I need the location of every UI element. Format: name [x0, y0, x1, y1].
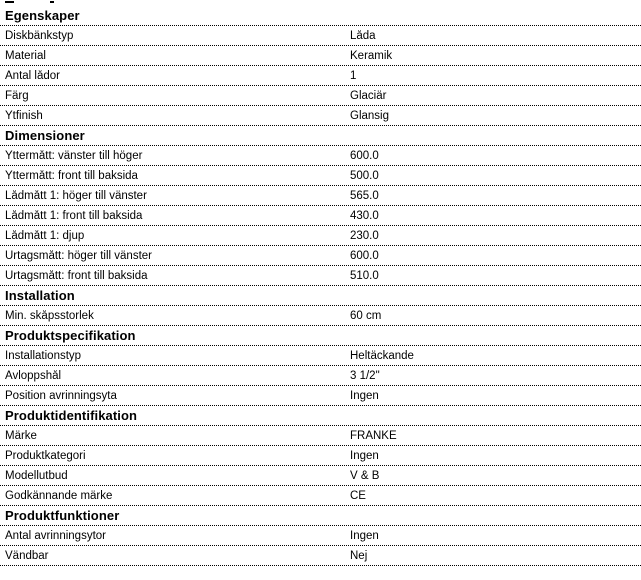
section-title: Produktfunktioner — [5, 508, 120, 523]
property-value: 230.0 — [350, 229, 379, 242]
property-label: Yttermått: front till baksida — [5, 169, 138, 182]
property-label: Diskbänkstyp — [5, 29, 74, 42]
property-value: Ingen — [350, 529, 379, 542]
property-value: 3 1/2" — [350, 369, 380, 382]
property-label: Material — [5, 49, 46, 62]
property-row — [0, 166, 641, 186]
property-row — [0, 266, 641, 286]
property-label: Lådmått 1: höger till vänster — [5, 189, 147, 202]
property-value: Ingen — [350, 389, 379, 402]
property-value: Låda — [350, 29, 376, 42]
property-value: Keramik — [350, 49, 393, 62]
property-label: Position avrinningsyta — [5, 389, 117, 402]
section-header-row — [0, 126, 641, 146]
property-value: 60 cm — [350, 309, 382, 322]
property-row — [0, 86, 641, 106]
property-label: Yttermått: vänster till höger — [5, 149, 143, 162]
property-row — [0, 366, 641, 386]
property-label: Urtagsmått: front till baksida — [5, 269, 148, 282]
property-label: Avloppshål — [5, 369, 62, 382]
clipped-text-mark — [50, 1, 54, 3]
property-value: 600.0 — [350, 249, 379, 262]
section-header-row — [0, 506, 641, 526]
section-title: Dimensioner — [5, 128, 85, 143]
section-header-row — [0, 326, 641, 346]
property-label: Ytfinish — [5, 109, 43, 122]
property-value: CE — [350, 489, 366, 502]
property-value: Nej — [350, 549, 368, 562]
section-header-row — [0, 6, 641, 26]
property-value: FRANKE — [350, 429, 397, 442]
property-value: Ingen — [350, 449, 379, 462]
property-row — [0, 186, 641, 206]
property-row — [0, 66, 641, 86]
property-row — [0, 546, 641, 566]
property-row — [0, 466, 641, 486]
property-value: V & B — [350, 469, 380, 482]
property-value: 565.0 — [350, 189, 379, 202]
property-label: Installationstyp — [5, 349, 82, 362]
property-row — [0, 386, 641, 406]
property-label: Vändbar — [5, 549, 49, 562]
property-row — [0, 206, 641, 226]
property-value: 500.0 — [350, 169, 379, 182]
property-value: 430.0 — [350, 209, 379, 222]
property-label: Lådmått 1: djup — [5, 229, 85, 242]
property-row — [0, 446, 641, 466]
property-row — [0, 306, 641, 326]
section-title: Egenskaper — [5, 8, 80, 23]
property-value: 510.0 — [350, 269, 379, 282]
property-row — [0, 346, 641, 366]
property-label: Lådmått 1: front till baksida — [5, 209, 143, 222]
property-label: Antal lådor — [5, 69, 60, 82]
property-row — [0, 426, 641, 446]
property-row — [0, 146, 641, 166]
property-label: Färg — [5, 89, 29, 102]
section-header-row — [0, 406, 641, 426]
clipped-text-mark — [5, 1, 14, 3]
property-label: Modellutbud — [5, 469, 68, 482]
property-row — [0, 246, 641, 266]
property-row — [0, 226, 641, 246]
product-spec-table — [0, 6, 641, 566]
section-title: Installation — [5, 288, 75, 303]
section-header-row — [0, 286, 641, 306]
property-label: Antal avrinningsytor — [5, 529, 106, 542]
property-row — [0, 46, 641, 66]
clipped-text-fragment — [0, 0, 641, 3]
property-label: Min. skåpsstorlek — [5, 309, 94, 322]
property-label: Godkännande märke — [5, 489, 113, 502]
property-label: Produktkategori — [5, 449, 86, 462]
property-row — [0, 486, 641, 506]
section-title: Produktspecifikation — [5, 328, 136, 343]
property-value: Glansig — [350, 109, 389, 122]
property-row — [0, 106, 641, 126]
property-label: Märke — [5, 429, 37, 442]
property-row — [0, 526, 641, 546]
property-value: 600.0 — [350, 149, 379, 162]
property-value: Heltäckande — [350, 349, 414, 362]
property-label: Urtagsmått: höger till vänster — [5, 249, 153, 262]
section-title: Produktidentifikation — [5, 408, 138, 423]
property-value: 1 — [350, 69, 357, 82]
property-row — [0, 26, 641, 46]
property-value: Glaciär — [350, 89, 387, 102]
